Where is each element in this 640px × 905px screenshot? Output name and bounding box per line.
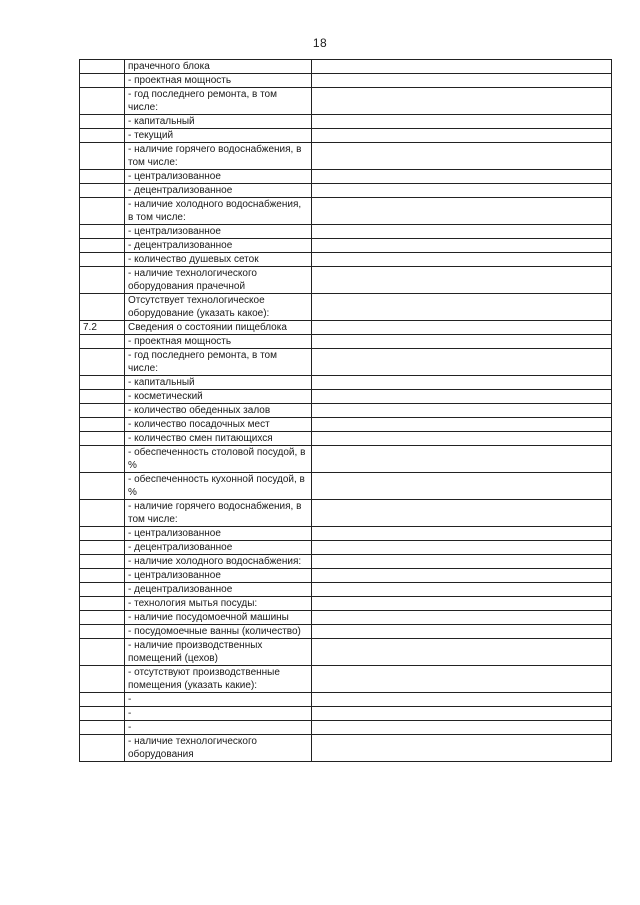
row-label-cell: - наличие холодного водоснабжения, в том числе:: [125, 198, 312, 225]
row-number-cell: [80, 376, 125, 390]
table-row: [80, 569, 612, 583]
row-value-cell[interactable]: [312, 597, 612, 611]
table-row: [80, 74, 612, 88]
row-number-cell: [80, 569, 125, 583]
row-value-cell[interactable]: [312, 267, 612, 294]
table-row: [80, 597, 612, 611]
row-label-cell: - централизованное: [125, 225, 312, 239]
row-number-cell: [80, 170, 125, 184]
row-number-cell: [80, 611, 125, 625]
table-row: [80, 446, 612, 473]
row-label-cell: - посудомоечные ванны (количество): [125, 625, 312, 639]
row-number-cell: [80, 432, 125, 446]
table-row: [80, 541, 612, 555]
row-label-cell: - капитальный: [125, 376, 312, 390]
row-label-cell: - наличие технологического оборудования прачечной: [125, 267, 312, 294]
row-label-cell: - децентрализованное: [125, 239, 312, 253]
table-row: [80, 184, 612, 198]
row-label-cell: прачечного блока: [125, 60, 312, 74]
row-label-cell: - наличие горячего водоснабжения, в том числе:: [125, 500, 312, 527]
row-value-cell[interactable]: [312, 707, 612, 721]
table-row: [80, 198, 612, 225]
row-number-cell: [80, 500, 125, 527]
row-label-cell: - проектная мощность: [125, 335, 312, 349]
row-number-cell: [80, 60, 125, 74]
row-label-cell: Сведения о состоянии пищеблока: [125, 321, 312, 335]
row-number-cell: [80, 555, 125, 569]
row-value-cell[interactable]: [312, 170, 612, 184]
table-row: [80, 349, 612, 376]
row-number-cell: [80, 184, 125, 198]
row-number-cell: [80, 390, 125, 404]
row-label-cell: - количество душевых сеток: [125, 253, 312, 267]
row-label-cell: -: [125, 721, 312, 735]
row-value-cell[interactable]: [312, 239, 612, 253]
table-row: [80, 239, 612, 253]
row-label-cell: - капитальный: [125, 115, 312, 129]
table-row: [80, 60, 612, 74]
row-number-cell: [80, 597, 125, 611]
table-row: [80, 583, 612, 597]
table-row: [80, 390, 612, 404]
row-label-cell: - количество обеденных залов: [125, 404, 312, 418]
survey-table: [79, 59, 612, 762]
row-number-cell: [80, 349, 125, 376]
row-number-cell: [80, 735, 125, 762]
row-number-cell: [80, 527, 125, 541]
row-value-cell[interactable]: [312, 611, 612, 625]
table-row: [80, 500, 612, 527]
row-value-cell[interactable]: [312, 88, 612, 115]
table-row: [80, 170, 612, 184]
row-number-cell: [80, 143, 125, 170]
table-row: [80, 555, 612, 569]
table-row: [80, 88, 612, 115]
row-label-cell: -: [125, 707, 312, 721]
row-number-cell: [80, 74, 125, 88]
table-body: [80, 60, 612, 762]
row-value-cell[interactable]: [312, 143, 612, 170]
table-row: [80, 735, 612, 762]
row-label-cell: - обеспеченность кухонной посудой, в %: [125, 473, 312, 500]
row-number-cell: [80, 129, 125, 143]
row-value-cell[interactable]: [312, 721, 612, 735]
row-value-cell[interactable]: [312, 74, 612, 88]
row-number-cell: 7.2: [80, 321, 125, 335]
row-value-cell[interactable]: [312, 555, 612, 569]
table-row: [80, 376, 612, 390]
row-number-cell: [80, 294, 125, 321]
row-value-cell[interactable]: [312, 225, 612, 239]
row-value-cell[interactable]: [312, 349, 612, 376]
row-value-cell[interactable]: [312, 735, 612, 762]
row-label-cell: - проектная мощность: [125, 74, 312, 88]
table-row: [80, 321, 612, 335]
table-row: [80, 639, 612, 666]
row-number-cell: [80, 583, 125, 597]
row-value-cell[interactable]: [312, 473, 612, 500]
row-value-cell[interactable]: [312, 432, 612, 446]
row-value-cell[interactable]: [312, 335, 612, 349]
row-value-cell[interactable]: [312, 198, 612, 225]
row-label-cell: - наличие холодного водоснабжения:: [125, 555, 312, 569]
table-row: [80, 404, 612, 418]
row-number-cell: [80, 335, 125, 349]
table-row: [80, 294, 612, 321]
table-row: [80, 666, 612, 693]
row-value-cell[interactable]: [312, 418, 612, 432]
row-value-cell[interactable]: [312, 60, 612, 74]
row-number-cell: [80, 473, 125, 500]
row-label-cell: - децентрализованное: [125, 541, 312, 555]
row-label-cell: - обеспеченность столовой посудой, в %: [125, 446, 312, 473]
row-value-cell[interactable]: [312, 115, 612, 129]
table-row: [80, 143, 612, 170]
row-label-cell: - год последнего ремонта, в том числе:: [125, 349, 312, 376]
row-number-cell: [80, 625, 125, 639]
row-label-cell: -: [125, 693, 312, 707]
row-value-cell[interactable]: [312, 527, 612, 541]
row-number-cell: [80, 639, 125, 666]
row-label-cell: - наличие производственных помещений (цехов): [125, 639, 312, 666]
table-row: [80, 693, 612, 707]
table-row: [80, 432, 612, 446]
row-value-cell[interactable]: [312, 583, 612, 597]
row-label-cell: - наличие технологического оборудования: [125, 735, 312, 762]
table-row: [80, 721, 612, 735]
row-label-cell: - централизованное: [125, 170, 312, 184]
row-number-cell: [80, 418, 125, 432]
table-row: [80, 335, 612, 349]
row-value-cell[interactable]: [312, 390, 612, 404]
row-value-cell[interactable]: [312, 253, 612, 267]
row-value-cell[interactable]: [312, 693, 612, 707]
table-row: [80, 611, 612, 625]
table-row: [80, 527, 612, 541]
row-label-cell: - децентрализованное: [125, 184, 312, 198]
page-number: 18: [312, 36, 328, 50]
row-number-cell: [80, 721, 125, 735]
row-number-cell: [80, 404, 125, 418]
row-label-cell: - централизованное: [125, 569, 312, 583]
table-row: [80, 267, 612, 294]
table-row: [80, 707, 612, 721]
table-row: [80, 129, 612, 143]
row-number-cell: [80, 693, 125, 707]
row-number-cell: [80, 253, 125, 267]
row-value-cell[interactable]: [312, 639, 612, 666]
table-row: [80, 253, 612, 267]
row-number-cell: [80, 666, 125, 693]
row-value-cell[interactable]: [312, 129, 612, 143]
row-number-cell: [80, 267, 125, 294]
row-value-cell[interactable]: [312, 446, 612, 473]
row-value-cell[interactable]: [312, 321, 612, 335]
row-value-cell[interactable]: [312, 376, 612, 390]
row-number-cell: [80, 707, 125, 721]
row-label-cell: - количество смен питающихся: [125, 432, 312, 446]
row-label-cell: - технология мытья посуды:: [125, 597, 312, 611]
table-row: [80, 225, 612, 239]
row-value-cell[interactable]: [312, 500, 612, 527]
row-number-cell: [80, 541, 125, 555]
row-value-cell[interactable]: [312, 625, 612, 639]
row-value-cell[interactable]: [312, 294, 612, 321]
table-row: [80, 115, 612, 129]
row-number-cell: [80, 446, 125, 473]
row-label-cell: - централизованное: [125, 527, 312, 541]
row-number-cell: [80, 115, 125, 129]
row-number-cell: [80, 88, 125, 115]
row-label-cell: - текущий: [125, 129, 312, 143]
row-label-cell: - наличие горячего водоснабжения, в том числе:: [125, 143, 312, 170]
row-number-cell: [80, 225, 125, 239]
row-label-cell: - год последнего ремонта, в том числе:: [125, 88, 312, 115]
row-label-cell: - децентрализованное: [125, 583, 312, 597]
row-label-cell: Отсутствует технологическое оборудование (указать какое):: [125, 294, 312, 321]
row-label-cell: - количество посадочных мест: [125, 418, 312, 432]
row-label-cell: - наличие посудомоечной машины: [125, 611, 312, 625]
row-label-cell: - косметический: [125, 390, 312, 404]
row-value-cell[interactable]: [312, 666, 612, 693]
row-number-cell: [80, 198, 125, 225]
row-number-cell: [80, 239, 125, 253]
table-row: [80, 625, 612, 639]
row-value-cell[interactable]: [312, 404, 612, 418]
row-value-cell[interactable]: [312, 569, 612, 583]
row-label-cell: - отсутствуют производственные помещения (указать какие):: [125, 666, 312, 693]
table-row: [80, 473, 612, 500]
row-value-cell[interactable]: [312, 184, 612, 198]
row-value-cell[interactable]: [312, 541, 612, 555]
table-row: [80, 418, 612, 432]
